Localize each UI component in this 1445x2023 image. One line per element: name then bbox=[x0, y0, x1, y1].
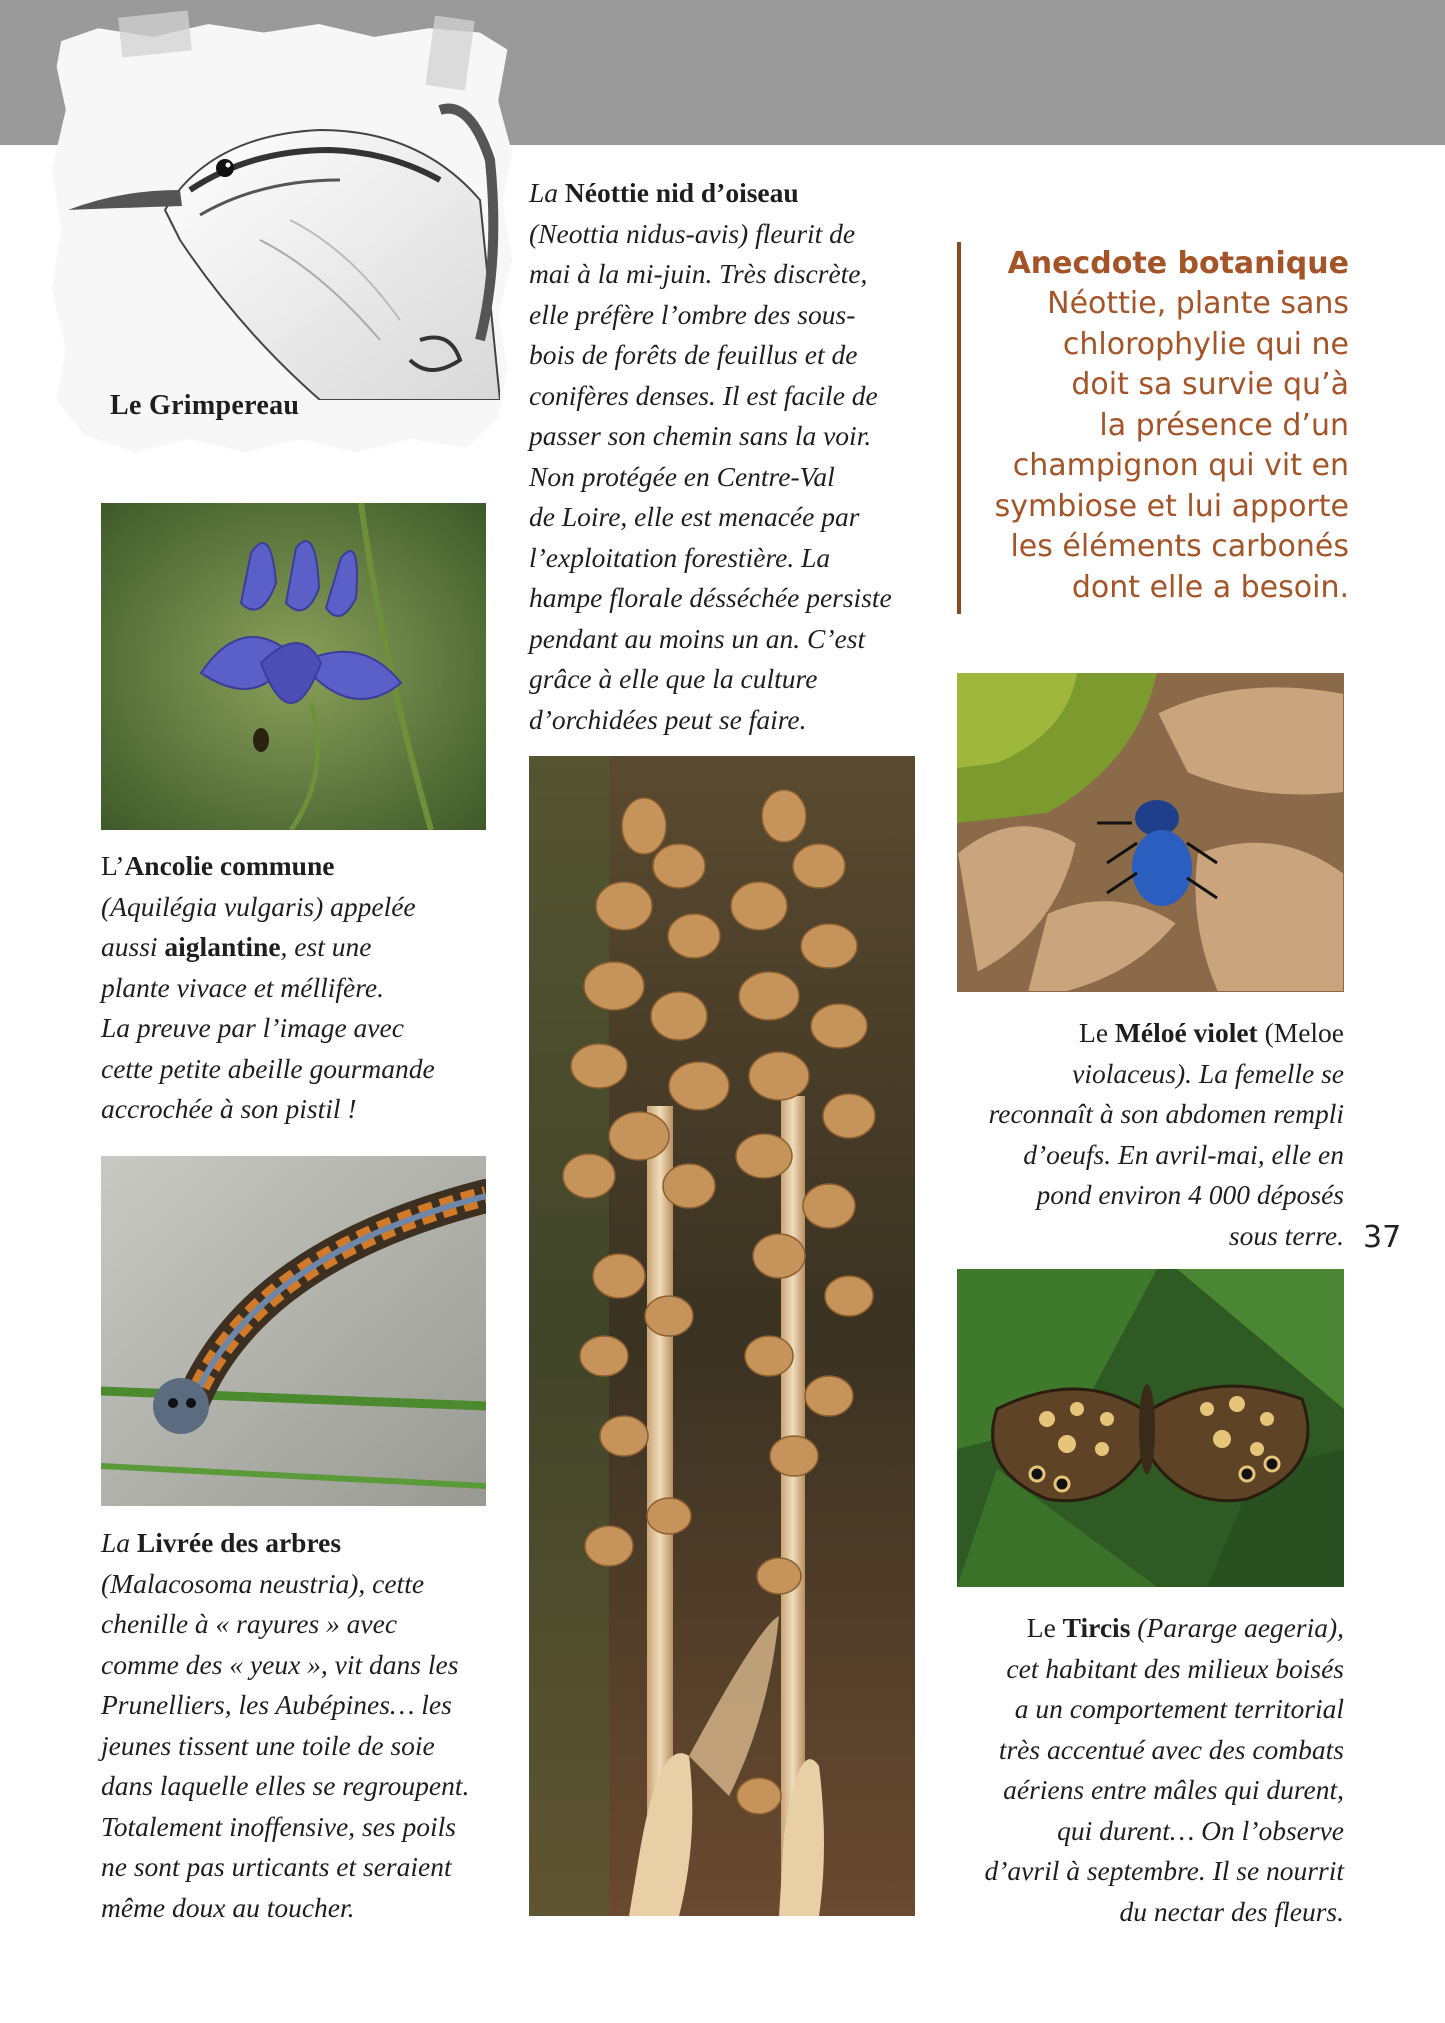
anecdote-line: symbiose et lui apporte bbox=[994, 488, 1349, 524]
meloe-line: (Meloe bbox=[1257, 1017, 1344, 1048]
tircis-line: a un comportement territorial bbox=[1014, 1693, 1344, 1724]
tircis-line: cet habitant des milieux boisés bbox=[1006, 1652, 1344, 1684]
tircis-line: qui durent… On l’observe bbox=[1057, 1814, 1344, 1846]
ancolie-line: accrochée à son pistil ! bbox=[101, 1093, 357, 1124]
livree-text bbox=[101, 1523, 511, 1928]
neottie-line: Non protégée en Centre-Val bbox=[529, 460, 835, 492]
neottie-line: l’exploitation forestière. La bbox=[529, 541, 831, 573]
neottie-line: pendant au moins un an. C’est bbox=[529, 622, 866, 654]
ancolie-text bbox=[101, 846, 501, 1130]
anecdote-line: les éléments carbonés bbox=[1010, 529, 1349, 564]
neottie-line: mai à la mi-juin. Très discrète, bbox=[529, 258, 868, 289]
neottie-line: d’orchidées peut se faire. bbox=[529, 703, 807, 735]
caterpillar-photo bbox=[101, 1156, 486, 1506]
tircis-line: aériens entre mâles qui durent, bbox=[1003, 1774, 1344, 1805]
livree-name: Livrée des arbres bbox=[136, 1527, 342, 1558]
neottie-line: de Loire, elle est menacée par bbox=[529, 501, 860, 532]
livree-article: La bbox=[101, 1527, 137, 1558]
livree-line: comme des « yeux », vit dans les bbox=[101, 1648, 459, 1680]
meloe-line: d’oeufs. En avril-mai, elle en bbox=[1023, 1138, 1344, 1170]
tircis-article: Le bbox=[1026, 1612, 1063, 1643]
livree-line: même doux au toucher. bbox=[101, 1891, 355, 1923]
livree-line: (Malacosoma neustria), cette bbox=[101, 1567, 425, 1599]
tircis-name: Tircis bbox=[1062, 1612, 1131, 1643]
aiglantine-term: aiglantine bbox=[164, 931, 281, 962]
livree-line: chenille à « rayures » avec bbox=[101, 1608, 398, 1639]
speckled-wood-photo bbox=[957, 1269, 1344, 1587]
ancolie-line: cette petite abeille gourmande bbox=[101, 1052, 435, 1084]
ancolie-name: Ancolie commune bbox=[124, 850, 335, 881]
meloe-text bbox=[930, 1013, 1344, 1256]
tircis-line: (Pararge aegeria), bbox=[1130, 1612, 1344, 1643]
bird-caption: Le Grimpereau bbox=[110, 390, 300, 421]
birds-nest-orchid-photo bbox=[529, 756, 915, 1916]
neottie-line: conifères denses. Il est facile de bbox=[529, 379, 878, 411]
ancolie-line: La preuve par l’image avec bbox=[101, 1012, 404, 1043]
livree-line: jeunes tissent une toile de soie bbox=[101, 1729, 435, 1761]
treecreeper-sketch bbox=[60, 40, 500, 400]
neottie-line: elle préfère l’ombre des sous- bbox=[529, 298, 856, 330]
neottie-line: (Neottia nidus-avis) fleurit de bbox=[529, 217, 856, 249]
neottie-article: La bbox=[529, 177, 565, 208]
tircis-line: très accentué avec des combats bbox=[998, 1733, 1344, 1765]
meloe-line: pond environ 4 000 déposés bbox=[1036, 1179, 1344, 1210]
anecdote-line: champignon qui vit en bbox=[1012, 448, 1349, 483]
ancolie-line: aussi bbox=[101, 931, 165, 962]
livree-line: dans laquelle elles se regroupent. bbox=[101, 1770, 470, 1801]
meloe-name: Méloé violet bbox=[1114, 1017, 1258, 1048]
neottie-name: Néottie nid d’oiseau bbox=[564, 177, 799, 208]
ancolie-line: plante vivace et méllifère. bbox=[101, 971, 385, 1003]
ancolie-line: (Aquilégia vulgaris) appelée bbox=[101, 890, 416, 922]
livree-line: Totalement inoffensive, ses poils bbox=[101, 1810, 456, 1842]
anecdote-line: la présence d’un bbox=[1099, 407, 1349, 443]
neottie-line: hampe florale désséchée persiste bbox=[529, 582, 892, 613]
tircis-line: d’avril à septembre. Il se nourrit bbox=[984, 1855, 1344, 1886]
meloe-line: reconnaît à son abdomen rempli bbox=[988, 1098, 1344, 1129]
anecdote-title: Anecdote botanique bbox=[1007, 246, 1349, 281]
anecdote-line: doit sa survie qu’à bbox=[1071, 367, 1349, 402]
anecdote-line: chlorophylie qui ne bbox=[1062, 326, 1349, 362]
tircis-line: du nectar des fleurs. bbox=[1119, 1895, 1344, 1927]
anecdote-box bbox=[957, 242, 1349, 614]
meloe-line: sous terre. bbox=[1228, 1219, 1344, 1251]
anecdote-line: Néottie, plante sans bbox=[1047, 286, 1349, 321]
ancolie-line: , est une bbox=[280, 931, 372, 962]
livree-line: Prunelliers, les Aubépines… les bbox=[101, 1689, 452, 1720]
livree-line: ne sont pas urticants et seraient bbox=[101, 1851, 452, 1882]
oil-beetle-photo bbox=[957, 673, 1344, 992]
columbine-photo bbox=[101, 503, 486, 830]
page-number: 37 bbox=[1363, 1220, 1402, 1255]
tircis-text bbox=[930, 1608, 1344, 1932]
anecdote-line: dont elle a besoin. bbox=[1071, 569, 1349, 605]
meloe-article: Le bbox=[1079, 1017, 1115, 1048]
neottie-line: passer son chemin sans la voir. bbox=[529, 420, 872, 451]
meloe-line: violaceus). La femelle se bbox=[1072, 1057, 1344, 1089]
ancolie-article: L’ bbox=[101, 850, 125, 881]
neottie-line: bois de forêts de feuillus et de bbox=[529, 339, 858, 370]
neottie-text bbox=[529, 173, 929, 740]
neottie-line: grâce à elle que la culture bbox=[529, 663, 818, 694]
